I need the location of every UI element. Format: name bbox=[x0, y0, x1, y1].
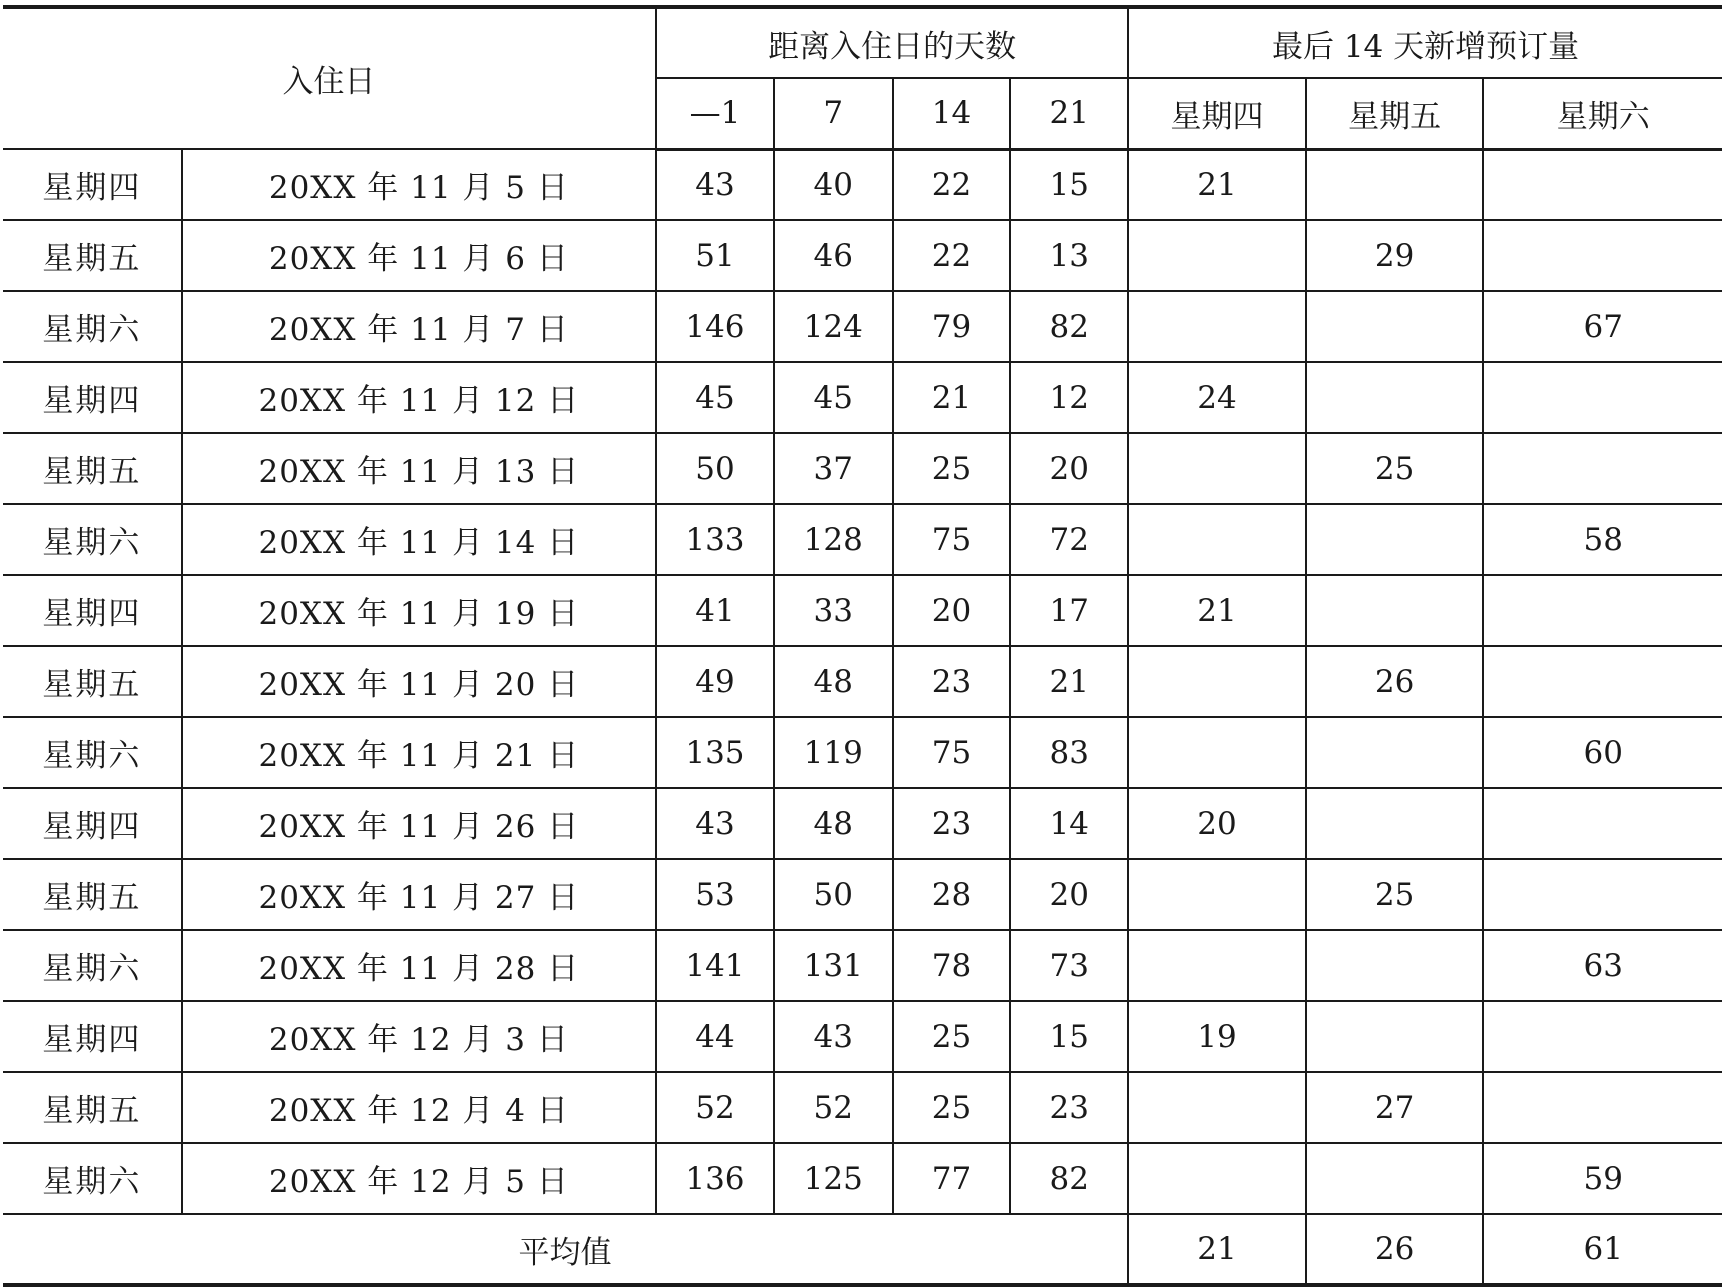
date-cell: 20XX 年 11 月 7 日 bbox=[182, 291, 656, 362]
new-bookings-saturday-cell bbox=[1483, 362, 1722, 433]
average-friday: 26 bbox=[1306, 1214, 1484, 1285]
days-before-minus1-cell: 43 bbox=[656, 788, 774, 859]
days-before-7-cell: 46 bbox=[774, 220, 893, 291]
new-bookings-friday-cell bbox=[1306, 362, 1484, 433]
average-thursday: 21 bbox=[1128, 1214, 1306, 1285]
booking-table bbox=[3, 5, 1722, 1287]
days-before-14-cell: 22 bbox=[893, 220, 1011, 291]
days-before-7-cell: 124 bbox=[774, 291, 893, 362]
days-before-21-cell: 82 bbox=[1010, 291, 1128, 362]
weekday-cell: 星期六 bbox=[3, 930, 182, 1001]
header-last14-friday: 星期五 bbox=[1306, 78, 1484, 149]
new-bookings-saturday-cell: 60 bbox=[1483, 717, 1722, 788]
weekday-cell: 星期五 bbox=[3, 859, 182, 930]
days-before-minus1-cell: 44 bbox=[656, 1001, 774, 1072]
days-before-minus1-cell: 133 bbox=[656, 504, 774, 575]
days-before-21-cell: 21 bbox=[1010, 646, 1128, 717]
weekday-cell: 星期六 bbox=[3, 1143, 182, 1214]
days-before-7-cell: 131 bbox=[774, 930, 893, 1001]
new-bookings-saturday-cell: 58 bbox=[1483, 504, 1722, 575]
new-bookings-thursday-cell: 21 bbox=[1128, 575, 1306, 646]
days-before-14-cell: 20 bbox=[893, 575, 1011, 646]
header-last14-saturday: 星期六 bbox=[1483, 78, 1722, 149]
table-row bbox=[3, 1001, 1722, 1072]
header-last14-group: 最后 14 天新增预订量 bbox=[1128, 7, 1722, 78]
average-label: 平均值 bbox=[3, 1214, 1128, 1285]
new-bookings-saturday-cell: 67 bbox=[1483, 291, 1722, 362]
header-days-before-21: 21 bbox=[1010, 78, 1128, 149]
days-before-21-cell: 72 bbox=[1010, 504, 1128, 575]
days-before-21-cell: 15 bbox=[1010, 1001, 1128, 1072]
average-saturday: 61 bbox=[1483, 1214, 1722, 1285]
days-before-7-cell: 48 bbox=[774, 646, 893, 717]
days-before-21-cell: 83 bbox=[1010, 717, 1128, 788]
days-before-minus1-cell: 43 bbox=[656, 149, 774, 220]
days-before-21-cell: 73 bbox=[1010, 930, 1128, 1001]
days-before-7-cell: 33 bbox=[774, 575, 893, 646]
new-bookings-thursday-cell: 21 bbox=[1128, 149, 1306, 220]
days-before-14-cell: 28 bbox=[893, 859, 1011, 930]
date-cell: 20XX 年 12 月 5 日 bbox=[182, 1143, 656, 1214]
new-bookings-thursday-cell: 24 bbox=[1128, 362, 1306, 433]
new-bookings-friday-cell: 25 bbox=[1306, 859, 1484, 930]
table-row bbox=[3, 1143, 1722, 1214]
new-bookings-thursday-cell: 19 bbox=[1128, 1001, 1306, 1072]
days-before-7-cell: 128 bbox=[774, 504, 893, 575]
new-bookings-friday-cell bbox=[1306, 1143, 1484, 1214]
table-row bbox=[3, 149, 1722, 220]
new-bookings-saturday-cell: 59 bbox=[1483, 1143, 1722, 1214]
days-before-14-cell: 22 bbox=[893, 149, 1011, 220]
days-before-14-cell: 21 bbox=[893, 362, 1011, 433]
weekday-cell: 星期六 bbox=[3, 504, 182, 575]
weekday-cell: 星期五 bbox=[3, 1072, 182, 1143]
new-bookings-thursday-cell: 20 bbox=[1128, 788, 1306, 859]
new-bookings-thursday-cell bbox=[1128, 859, 1306, 930]
days-before-minus1-cell: 52 bbox=[656, 1072, 774, 1143]
date-cell: 20XX 年 11 月 14 日 bbox=[182, 504, 656, 575]
weekday-cell: 星期五 bbox=[3, 220, 182, 291]
days-before-21-cell: 17 bbox=[1010, 575, 1128, 646]
days-before-14-cell: 25 bbox=[893, 1072, 1011, 1143]
weekday-cell: 星期四 bbox=[3, 1001, 182, 1072]
days-before-14-cell: 77 bbox=[893, 1143, 1011, 1214]
days-before-minus1-cell: 49 bbox=[656, 646, 774, 717]
header-days-before-minus1: —1 bbox=[656, 78, 774, 149]
new-bookings-friday-cell bbox=[1306, 149, 1484, 220]
header-days-before-group: 距离入住日的天数 bbox=[656, 7, 1128, 78]
new-bookings-friday-cell: 25 bbox=[1306, 433, 1484, 504]
days-before-minus1-cell: 53 bbox=[656, 859, 774, 930]
days-before-minus1-cell: 146 bbox=[656, 291, 774, 362]
days-before-21-cell: 82 bbox=[1010, 1143, 1128, 1214]
date-cell: 20XX 年 11 月 12 日 bbox=[182, 362, 656, 433]
days-before-21-cell: 15 bbox=[1010, 149, 1128, 220]
date-cell: 20XX 年 11 月 28 日 bbox=[182, 930, 656, 1001]
table-body bbox=[3, 149, 1722, 1285]
date-cell: 20XX 年 11 月 19 日 bbox=[182, 575, 656, 646]
new-bookings-thursday-cell bbox=[1128, 1143, 1306, 1214]
table-row bbox=[3, 788, 1722, 859]
new-bookings-friday-cell bbox=[1306, 1001, 1484, 1072]
days-before-14-cell: 25 bbox=[893, 433, 1011, 504]
days-before-7-cell: 119 bbox=[774, 717, 893, 788]
new-bookings-friday-cell: 26 bbox=[1306, 646, 1484, 717]
new-bookings-saturday-cell bbox=[1483, 859, 1722, 930]
date-cell: 20XX 年 11 月 27 日 bbox=[182, 859, 656, 930]
new-bookings-saturday-cell bbox=[1483, 646, 1722, 717]
new-bookings-thursday-cell bbox=[1128, 220, 1306, 291]
new-bookings-friday-cell: 29 bbox=[1306, 220, 1484, 291]
date-cell: 20XX 年 12 月 4 日 bbox=[182, 1072, 656, 1143]
weekday-cell: 星期五 bbox=[3, 646, 182, 717]
days-before-14-cell: 23 bbox=[893, 646, 1011, 717]
table-row bbox=[3, 859, 1722, 930]
new-bookings-friday-cell: 27 bbox=[1306, 1072, 1484, 1143]
days-before-7-cell: 40 bbox=[774, 149, 893, 220]
date-cell: 20XX 年 11 月 20 日 bbox=[182, 646, 656, 717]
days-before-minus1-cell: 141 bbox=[656, 930, 774, 1001]
weekday-cell: 星期四 bbox=[3, 149, 182, 220]
days-before-7-cell: 50 bbox=[774, 859, 893, 930]
new-bookings-saturday-cell bbox=[1483, 433, 1722, 504]
days-before-7-cell: 43 bbox=[774, 1001, 893, 1072]
days-before-21-cell: 13 bbox=[1010, 220, 1128, 291]
new-bookings-thursday-cell bbox=[1128, 930, 1306, 1001]
days-before-21-cell: 20 bbox=[1010, 859, 1128, 930]
days-before-21-cell: 20 bbox=[1010, 433, 1128, 504]
new-bookings-saturday-cell bbox=[1483, 220, 1722, 291]
new-bookings-saturday-cell bbox=[1483, 788, 1722, 859]
new-bookings-friday-cell bbox=[1306, 291, 1484, 362]
table-row bbox=[3, 646, 1722, 717]
days-before-14-cell: 23 bbox=[893, 788, 1011, 859]
header-last14-thursday: 星期四 bbox=[1128, 78, 1306, 149]
new-bookings-friday-cell bbox=[1306, 788, 1484, 859]
days-before-minus1-cell: 41 bbox=[656, 575, 774, 646]
days-before-7-cell: 45 bbox=[774, 362, 893, 433]
weekday-cell: 星期六 bbox=[3, 291, 182, 362]
days-before-14-cell: 25 bbox=[893, 1001, 1011, 1072]
new-bookings-friday-cell bbox=[1306, 575, 1484, 646]
new-bookings-thursday-cell bbox=[1128, 1072, 1306, 1143]
new-bookings-friday-cell bbox=[1306, 504, 1484, 575]
new-bookings-thursday-cell bbox=[1128, 646, 1306, 717]
header-days-before-14: 14 bbox=[893, 78, 1011, 149]
table-row bbox=[3, 717, 1722, 788]
new-bookings-saturday-cell bbox=[1483, 1001, 1722, 1072]
days-before-14-cell: 75 bbox=[893, 717, 1011, 788]
table-row bbox=[3, 930, 1722, 1001]
days-before-21-cell: 14 bbox=[1010, 788, 1128, 859]
new-bookings-saturday-cell: 63 bbox=[1483, 930, 1722, 1001]
days-before-minus1-cell: 50 bbox=[656, 433, 774, 504]
days-before-minus1-cell: 45 bbox=[656, 362, 774, 433]
weekday-cell: 星期四 bbox=[3, 788, 182, 859]
table-row bbox=[3, 433, 1722, 504]
days-before-14-cell: 78 bbox=[893, 930, 1011, 1001]
table-row bbox=[3, 291, 1722, 362]
new-bookings-thursday-cell bbox=[1128, 717, 1306, 788]
new-bookings-thursday-cell bbox=[1128, 504, 1306, 575]
new-bookings-friday-cell bbox=[1306, 717, 1484, 788]
days-before-7-cell: 125 bbox=[774, 1143, 893, 1214]
days-before-21-cell: 23 bbox=[1010, 1072, 1128, 1143]
date-cell: 20XX 年 11 月 5 日 bbox=[182, 149, 656, 220]
days-before-14-cell: 75 bbox=[893, 504, 1011, 575]
weekday-cell: 星期六 bbox=[3, 717, 182, 788]
booking-table-wrap bbox=[3, 5, 1722, 1287]
new-bookings-thursday-cell bbox=[1128, 291, 1306, 362]
days-before-14-cell: 79 bbox=[893, 291, 1011, 362]
average-row bbox=[3, 1214, 1722, 1285]
date-cell: 20XX 年 11 月 26 日 bbox=[182, 788, 656, 859]
days-before-7-cell: 48 bbox=[774, 788, 893, 859]
new-bookings-saturday-cell bbox=[1483, 149, 1722, 220]
new-bookings-friday-cell bbox=[1306, 930, 1484, 1001]
date-cell: 20XX 年 11 月 21 日 bbox=[182, 717, 656, 788]
table-row bbox=[3, 504, 1722, 575]
weekday-cell: 星期五 bbox=[3, 433, 182, 504]
header-days-before-7: 7 bbox=[774, 78, 893, 149]
new-bookings-thursday-cell bbox=[1128, 433, 1306, 504]
date-cell: 20XX 年 11 月 6 日 bbox=[182, 220, 656, 291]
table-row bbox=[3, 1072, 1722, 1143]
date-cell: 20XX 年 11 月 13 日 bbox=[182, 433, 656, 504]
days-before-minus1-cell: 136 bbox=[656, 1143, 774, 1214]
table-row bbox=[3, 575, 1722, 646]
weekday-cell: 星期四 bbox=[3, 362, 182, 433]
days-before-minus1-cell: 51 bbox=[656, 220, 774, 291]
new-bookings-saturday-cell bbox=[1483, 1072, 1722, 1143]
weekday-cell: 星期四 bbox=[3, 575, 182, 646]
new-bookings-saturday-cell bbox=[1483, 575, 1722, 646]
days-before-7-cell: 37 bbox=[774, 433, 893, 504]
days-before-7-cell: 52 bbox=[774, 1072, 893, 1143]
header-checkin-day: 入住日 bbox=[3, 7, 656, 149]
table-row bbox=[3, 220, 1722, 291]
date-cell: 20XX 年 12 月 3 日 bbox=[182, 1001, 656, 1072]
days-before-minus1-cell: 135 bbox=[656, 717, 774, 788]
header-row-1 bbox=[3, 7, 1722, 78]
days-before-21-cell: 12 bbox=[1010, 362, 1128, 433]
table-row bbox=[3, 362, 1722, 433]
